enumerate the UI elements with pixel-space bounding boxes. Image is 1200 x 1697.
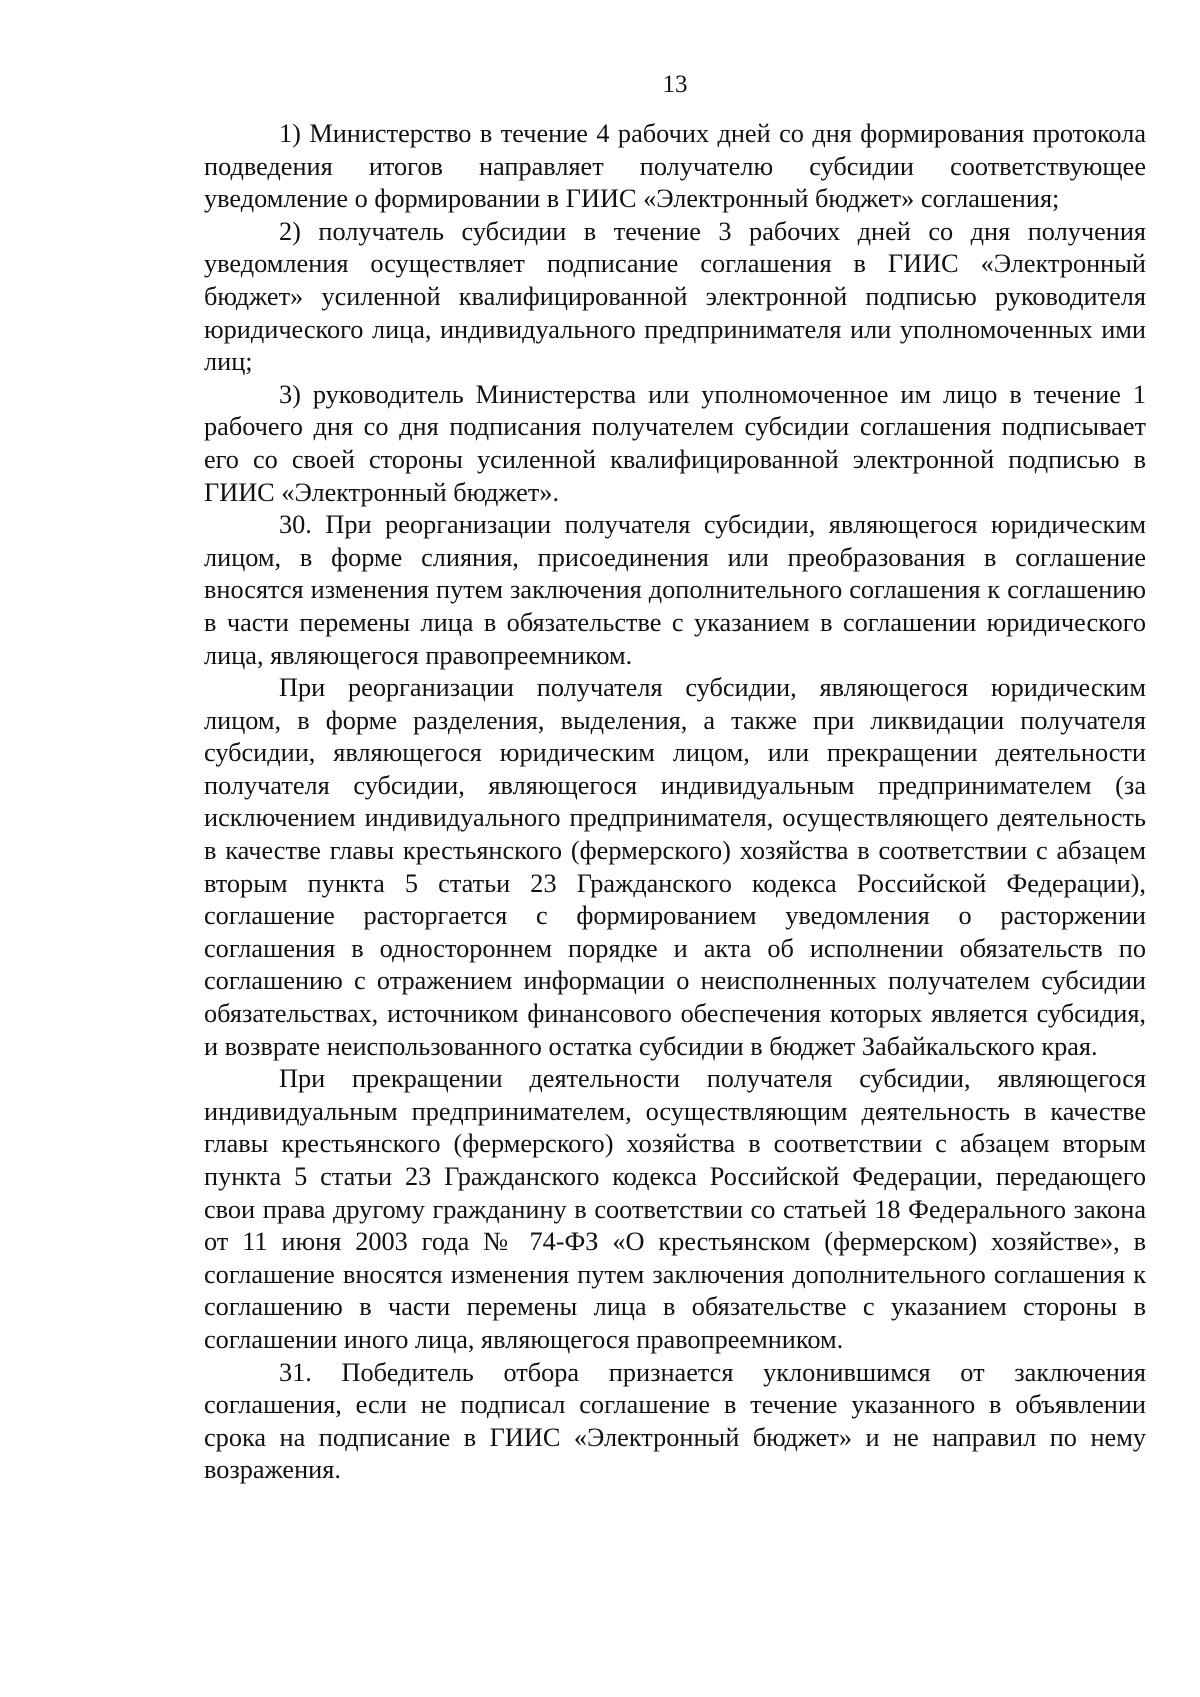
paragraph-30-reorganization-merger: 30. При реорганизации получателя субсидии, являющегося юридическим лицом, в форме слияния, присоединения или преобразования в соглашение вносятся изменения путем заключения дополнительного соглашения к соглашению в части перемены лица в обязательстве с указанием в соглашении юридического лица, являющегося правопреемником. <box>204 510 1146 670</box>
paragraph-reorganization-division: При реорганизации получателя субсидии, являющегося юридическим лицом, в форме разделения, выделения, а также при ликвидации получателя субсидии, являющегося юридическим лицом, или прекращении деятельности получателя субсидии, являющегося индивидуальным предпринимателем (за исключением индивидуального предпринимателя, осуществляющего деятельность в качестве главы крестьянского (фермерского) хозяйства в соответствии с абзацем вторым пункта 5 статьи 23 Гражданского кодекса Российской Федерации), соглашение расторгается с формированием уведомления о расторжении соглашения в одностороннем порядке и акта об исполнении обязательств по соглашению с отражением информации о неисполненных получателем субсидии обязательствах, источником финансового обеспечения которых является субсидия, и возврате неиспользованного остатка субсидии в бюджет Забайкальского края. <box>204 673 1146 1061</box>
page-number: 13 <box>662 71 688 98</box>
paragraph-farm-head-termination: При прекращении деятельности получателя субсидии, являющегося индивидуальным предпринимателем, осуществляющим деятельность в качестве главы крестьянского (фермерского) хозяйства в соответствии с абзацем вторым пункта 5 статьи 23 Гражданского кодекса Российской Федерации, передающего свои права другому гражданину в соответствии со статьей 18 Федерального закона от 11 июня 2003 года № 74-ФЗ «О крестьянском (фермерском) хозяйстве», в соглашение вносятся изменения путем заключения дополнительного соглашения к соглашению в части перемены лица в обязательстве с указанием стороны в соглашении иного лица, являющегося правопреемником. <box>204 1064 1146 1354</box>
paragraph-1-ministry-notification: 1) Министерство в течение 4 рабочих дней со дня формирования протокола подведения итогов направляет получателю субсидии соответствующее уведомление о формировании в ГИИС «Электронный бюджет» соглашения; <box>204 119 1146 214</box>
paragraph-3-head-signing: 3) руководитель Министерства или уполномоченное им лицо в течение 1 рабочего дня со дня подписания получателем субсидии соглашения подписывает его со своей стороны усиленной квалифицированной электронной подписью в ГИИС «Электронный бюджет». <box>204 379 1146 507</box>
document-body <box>204 118 1146 1487</box>
paragraph-2-recipient-signing: 2) получатель субсидии в течение 3 рабочих дней со дня получения уведомления осуществляет подписание соглашения в ГИИС «Электронный бюджет» усиленной квалифицированной электронной подписью руководителя юридического лица, индивидуального предпринимателя или уполномоченных ими лиц; <box>204 216 1146 377</box>
paragraph-31-winner-evasion: 31. Победитель отбора признается уклонившимся от заключения соглашения, если не подписал соглашение в течение указанного в объявлении срока на подписание в ГИИС «Электронный бюджет» и не направил по нему возражения. <box>204 1357 1146 1485</box>
